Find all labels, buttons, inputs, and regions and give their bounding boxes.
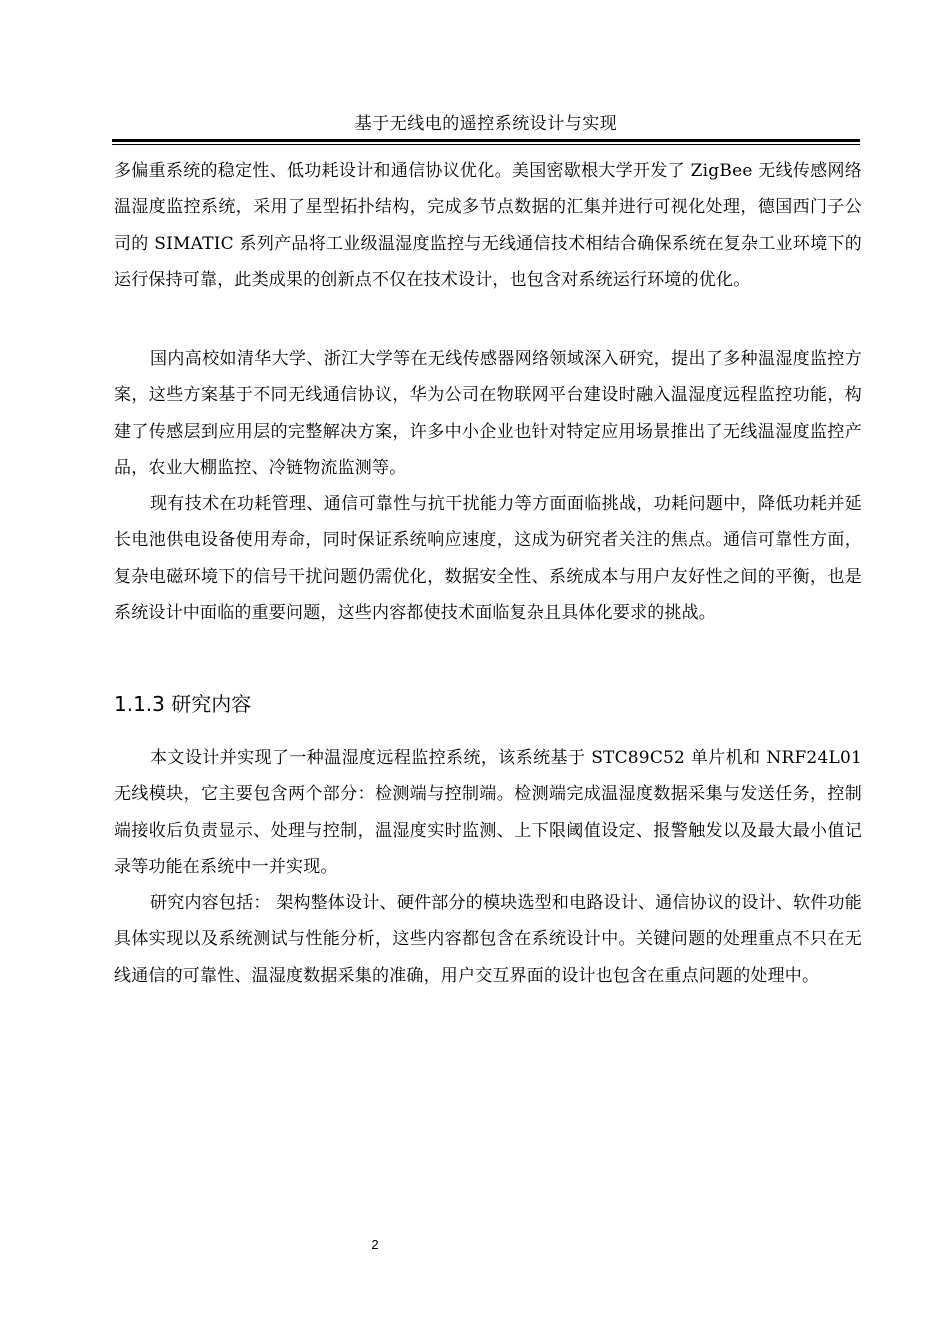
header-rule-thin [112,144,860,145]
paragraph-domestic-research: 国内高校如清华大学、浙江大学等在无线传感器网络领域深入研究，提出了多种温湿度监控方案，这些方案基于不同无线通信协议，华为公司在物联网平台建设时融入温湿度远程监控功能，构建了传感层到应用层的完整解决方案，许多中小企业也针对特定应用场景推出了无线温湿度监控产品，农业大棚监控、冷链物流监测等。 [114,349,862,478]
header-rule-thick [112,139,860,142]
paragraph-challenges: 现有技术在功耗管理、通信可靠性与抗干扰能力等方面面临挑战，功耗问题中，降低功耗并延长电池供电设备使用寿命，同时保证系统响应速度，这成为研究者关注的焦点。通信可靠性方面，复杂电磁环境下的信号干扰问题仍需优化，数据安全性、系统成本与用户友好性之间的平衡，也是系统设计中面临的重要问题，这些内容都使技术面临复杂且具体化要求的挑战。 [114,494,862,623]
paragraph-system-overview: 本文设计并实现了一种温湿度远程监控系统，该系统基于 STC89C52 单片机和 NRF24L01 无线模块，它主要包含两个部分：检测端与控制端。检测端完成温湿度数据采集与发送任务，控制端接收后负责显示、处理与控制，温湿度实时监测、上下限阈值设定、报警触发以及最大最小值记录等功能在系统中一并实现。 [114,748,862,877]
paragraph-research-scope: 研究内容包括： 架构整体设计、硬件部分的模块选型和电路设计、通信协议的设计、软件功能具体实现以及系统测试与性能分析，这些内容都包含在系统设计中。关键问题的处理重点不只在无线通信的可靠性、温湿度数据采集的准确，用户交互界面的设计也包含在重点问题的处理中。 [114,893,862,986]
page-number: 2 [371,1237,379,1252]
section-heading: 1.1.3 研究内容 [114,692,252,716]
paragraph-continued: 多偏重系统的稳定性、低功耗设计和通信协议优化。美国密歇根大学开发了 ZigBee 无线传感网络温湿度监控系统，采用了星型拓扑结构，完成多节点数据的汇集并进行可视化处理，德国西门子公司的 SIMATIC 系列产品将工业级温湿度监控与无线通信技术相结合确保系统在复杂工业环境下的运行保持可靠，此类成果的创新点不仅在技术设计，也包含对系统运行环境的优化。 [114,161,862,290]
running-title: 基于无线电的遥控系统设计与实现 [354,114,618,134]
